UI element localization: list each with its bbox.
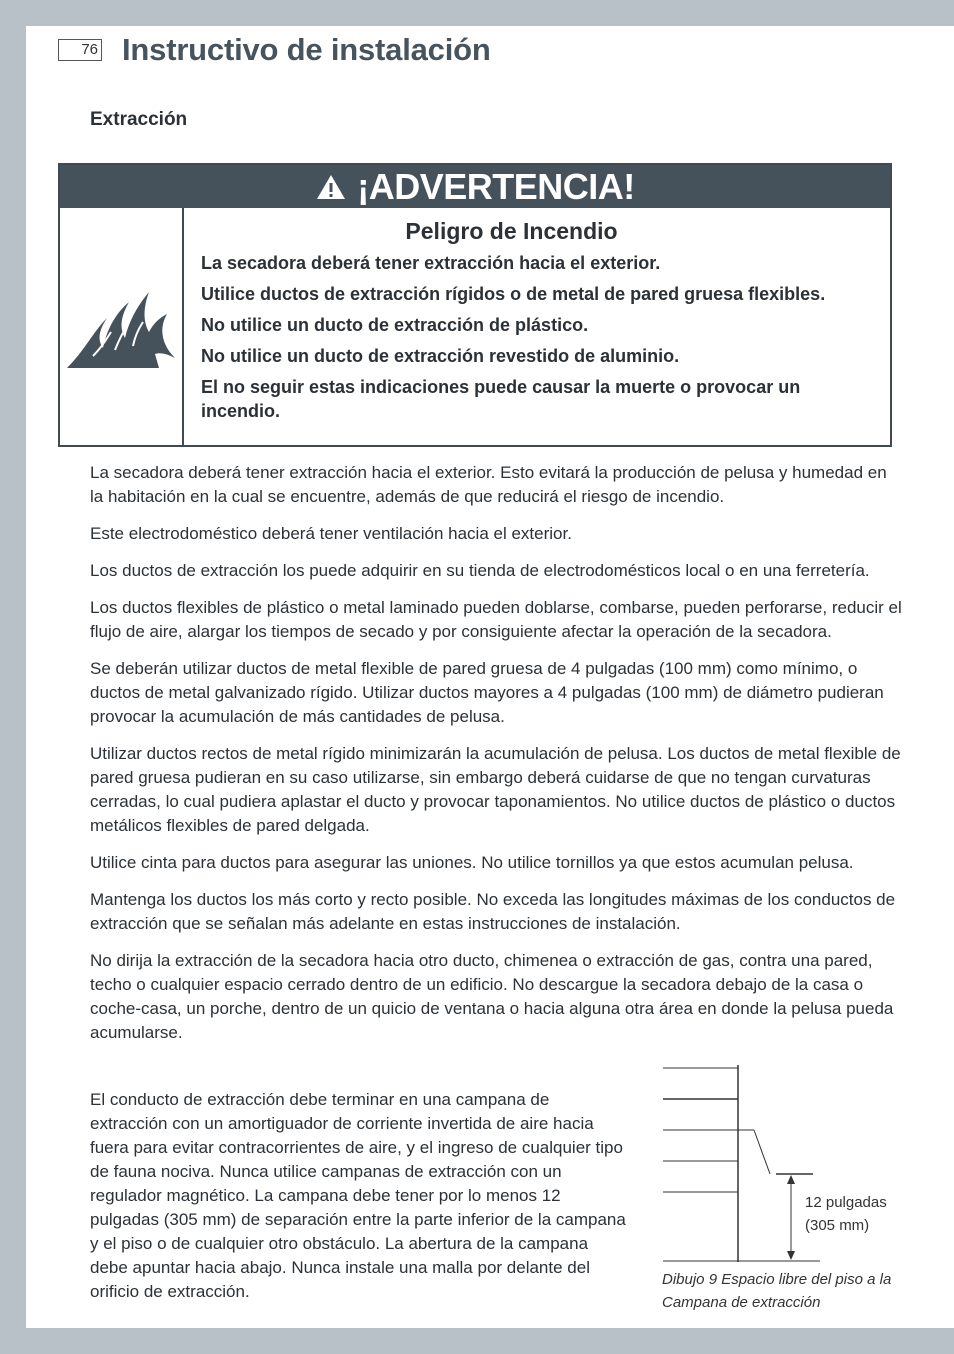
paragraph: Mantenga los ductos los más corto y recto posible. No exceda las longitudes máximas de los conductos de extracción que se señalan más adelante en estas instrucciones de instalación. — [90, 890, 896, 933]
warning-subtitle: Peligro de Incendio — [405, 218, 618, 244]
section-title: Extracción — [90, 109, 188, 130]
paragraph: No dirija la extracción de la secadora hacia otro ducto, chimenea o extracción de gas, contra una pared, techo o cualquier espacio cerrado dentro de un edificio. No descargue la secadora debajo de la casa o coche-casa, un porche, dentro de un quicio de ventana o hacia alguna otra área en donde la pelusa pueda acumularse. — [90, 951, 894, 1042]
dimension-label — [805, 1191, 915, 1237]
paragraph: Los ductos de extracción los puede adquirir en su tienda de electrodomésticos local o en una ferretería. — [90, 561, 870, 580]
paragraph: La secadora deberá tener extracción hacia el exterior. Esto evitará la producción de pelusa y humedad en la habitación en la cual se encuentre, además de que reducirá el riesgo de incendio. — [90, 463, 887, 506]
paragraph-exhaust-hood: El conducto de extracción debe terminar en una campana de extracción con un amortiguador de corriente invertida de aire hacia fuera para evitar contracorrientes de aire, y el ingreso de cualquier tipo de fauna nociva. Nunca utilice campanas de extracción con un regulador magnético. La campana debe tener por lo menos 12 pulgadas (305 mm) de separación entre la parte inferior de la campana y el piso o de cualquier otro obstáculo. La abertura de la campana debe apuntar hacia abajo. Nunca instale una malla por delante del orificio de extracción. — [90, 1090, 626, 1301]
warning-line: No utilice un ducto de extracción de plástico. — [201, 315, 589, 335]
warning-line: El no seguir estas indicaciones puede causar la muerte o provocar un incendio. — [201, 377, 801, 421]
paragraph: Se deberán utilizar ductos de metal flexible de pared gruesa de 4 pulgadas (100 mm) como mínimo, o ductos de metal galvanizado rígido. Utilizar ductos mayores a 4 pulgadas (100 mm) de diámetro pudieran provocar la acumulación de más cantidades de pelusa. — [90, 659, 884, 726]
paragraph: Utilizar ductos rectos de metal rígido minimizarán la acumulación de pelusa. Los ductos de metal flexible de pared gruesa pudieran en su caso utilizarse, sin embargo deberá cuidarse de que no tengan curvaturas cerradas, lo cual pudiera aplastar el ducto y provocar taponamientos. No utilice ductos de plástico o ductos metálicos flexibles de pared delgada. — [90, 744, 901, 835]
page-title: Instructivo de instalación — [122, 32, 491, 67]
warning-line: No utilice un ducto de extracción revestido de aluminio. — [201, 346, 680, 366]
paragraph: Este electrodoméstico deberá tener ventilación hacia el exterior. — [90, 524, 572, 543]
page-number: 76 — [58, 39, 102, 61]
paragraph: Utilice cinta para ductos para asegurar las uniones. No utilice tornillos ya que estos acumulan pelusa. — [90, 853, 854, 872]
warning-line: Utilice ductos de extracción rígidos o de metal de pared gruesa flexibles. — [201, 284, 826, 304]
warning-box — [58, 163, 892, 447]
body-text — [90, 461, 902, 1058]
warning-icon-cell — [60, 208, 184, 445]
warning-title: ¡ADVERTENCIA! — [357, 165, 635, 207]
warning-triangle-icon — [315, 173, 347, 201]
warning-content — [201, 218, 882, 430]
paragraph: Los ductos flexibles de plástico o metal laminado pueden doblarse, combarse, pueden perforarse, reducir el flujo de aire, alargar los tiempos de secado y por consiguiente afectar la operación de la secadora. — [90, 598, 902, 641]
fire-icon — [63, 288, 179, 378]
figure-caption: Dibujo 9 Espacio libre del piso a la Campana de extracción — [662, 1271, 892, 1311]
dimension-label-inches: 12 pulgadas — [805, 1194, 887, 1211]
warning-line: La secadora deberá tener extracción hacia el exterior. — [201, 253, 661, 273]
warning-header — [60, 165, 890, 208]
dimension-label-mm: (305 mm) — [805, 1217, 870, 1234]
